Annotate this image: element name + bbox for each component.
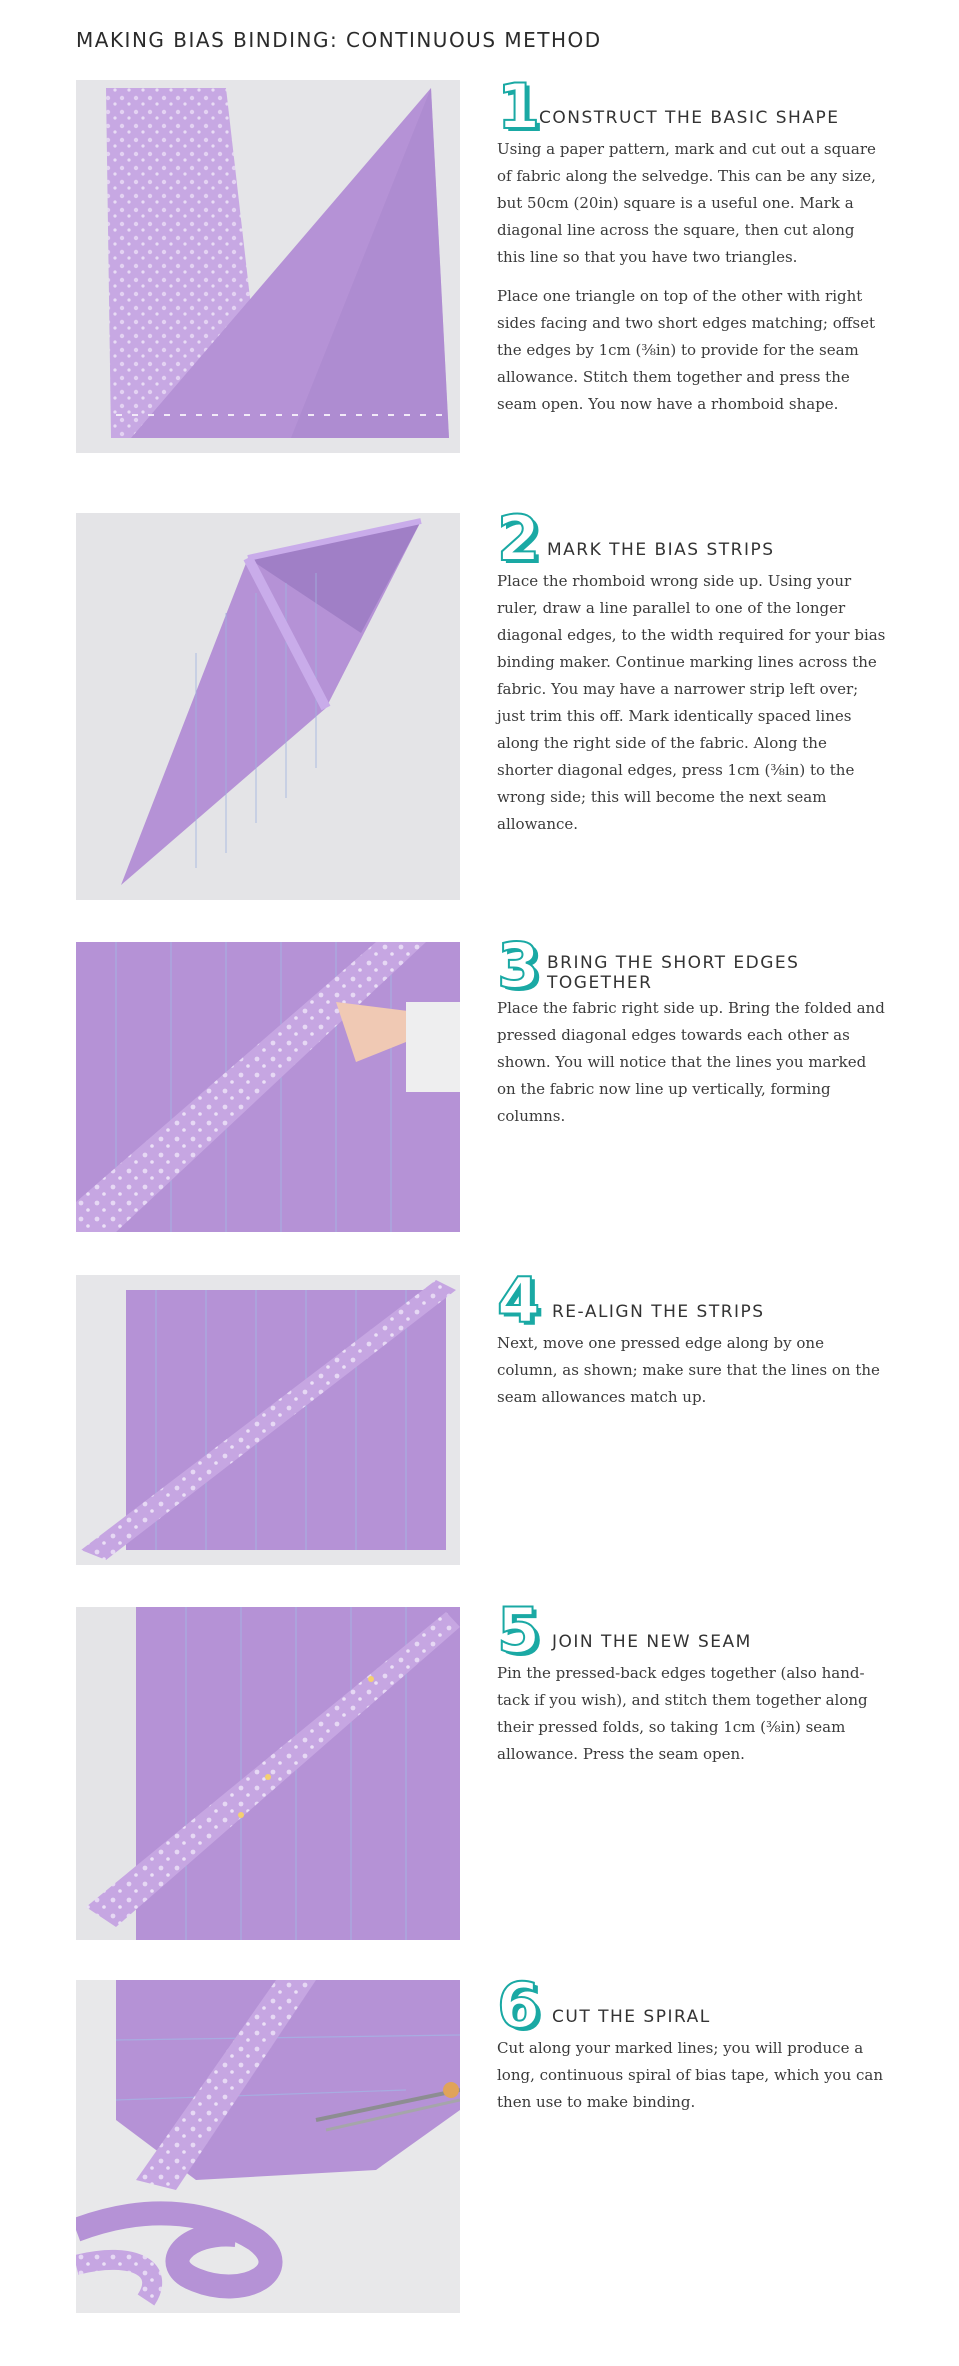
- step-4-number: 4: [497, 1264, 541, 1337]
- step-2-heading: [497, 502, 887, 575]
- step-5-paragraph: Pin the pressed-back edges together (also hand-tack if you wish), and stitch them together along their pressed folds, so taking 1cm (⅜in) seam allowance. Press the seam open.: [497, 1664, 868, 1763]
- step-4-photo: [76, 1275, 460, 1565]
- step-1-heading: [497, 70, 887, 143]
- step-4-title: RE-ALIGN THE STRIPS: [552, 1302, 765, 1322]
- step-1-title: CONSTRUCT THE BASIC SHAPE: [539, 108, 840, 128]
- step-1-paragraph: Using a paper pattern, mark and cut out a square of fabric along the selvedge. This can be any size, but 50cm (20in) square is a useful one. Mark a diagonal line across the square, then cut along this line so that you have two triangles.: [497, 140, 876, 266]
- step-4-paragraph: Next, move one pressed edge along by one column, as shown; make sure that the lines on the seam allowances match up.: [497, 1334, 880, 1406]
- step-2-paragraph: Place the rhomboid wrong side up. Using your ruler, draw a line parallel to one of the longer diagonal edges, to the width required for your bias binding maker. Continue marking lines across the fabric. You may have a narrower strip left over; just trim this off. Mark identically spaced lines along the right side of the fabric. Along the shorter diagonal edges, press 1cm (⅜in) to the wrong side; this will become the next seam allowance.: [497, 572, 886, 833]
- step-1-photo: [76, 80, 460, 453]
- step-6-heading: [497, 1969, 887, 2042]
- step-3-paragraph: Place the fabric right side up. Bring the folded and pressed diagonal edges towards each other as shown. You will notice that the lines you marked on the fabric now line up vertically, forming columns.: [497, 999, 885, 1125]
- step-2-number: 2: [497, 502, 541, 575]
- step-1-paragraph: Place one triangle on top of the other with right sides facing and two short edges matching; offset the edges by 1cm (⅜in) to provide for the seam allowance. Stitch them together and press the seam open. You now have a rhomboid shape.: [497, 287, 876, 413]
- step-3-number: 3: [497, 929, 541, 1002]
- step-5-number: 5: [497, 1594, 541, 1667]
- step-6-paragraph: Cut along your marked lines; you will produce a long, continuous spiral of bias tape, which you can then use to make binding.: [497, 2039, 884, 2111]
- step-2-photo: [76, 513, 460, 900]
- step-3-heading: [497, 929, 887, 1002]
- step-5-heading: [497, 1594, 887, 1667]
- step-5-photo: [76, 1607, 460, 1940]
- step-6-photo: [76, 1980, 460, 2313]
- step-3-photo: [76, 942, 460, 1232]
- step-6-number: 6: [497, 1969, 541, 2042]
- step-1-number: 1: [497, 70, 541, 143]
- step-5-title: JOIN THE NEW SEAM: [552, 1632, 752, 1652]
- page-title: MAKING BIAS BINDING: CONTINUOUS METHOD: [76, 28, 602, 52]
- step-3-title: BRING THE SHORT EDGES TOGETHER: [547, 953, 800, 993]
- step-6-title: CUT THE SPIRAL: [552, 2007, 711, 2027]
- step-2-title: MARK THE BIAS STRIPS: [547, 540, 775, 560]
- step-4-heading: [497, 1264, 887, 1337]
